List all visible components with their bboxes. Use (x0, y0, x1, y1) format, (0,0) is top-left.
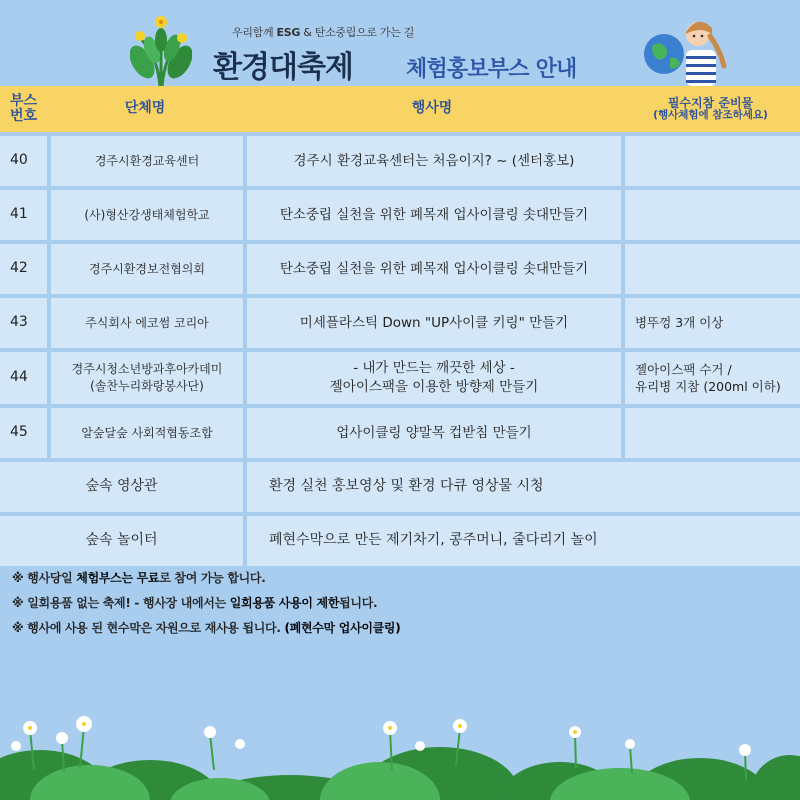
event-name: 업사이클링 양말목 컵받침 만들기 (243, 408, 621, 458)
organization-name: 경주시환경보전협의회 (47, 244, 243, 294)
required-items (621, 190, 800, 240)
booth-number: 42 (0, 244, 47, 294)
page-title: 환경대축제 (213, 50, 353, 85)
table-row (0, 404, 800, 458)
column-header-booth-number: 부스 번호 (9, 92, 38, 124)
header-subtitle: 우리함께 ESG & 탄소중립으로 가는 길 (232, 26, 415, 39)
booth-number: 40 (0, 136, 47, 186)
booth-number: 43 (0, 298, 47, 348)
required-items: 젤아이스팩 수거 / 유리병 지참 (200ml 이하) (621, 352, 800, 404)
poster-header (0, 0, 800, 86)
required-items: 병뚜껑 3개 이상 (621, 298, 800, 348)
booth-number: 44 (0, 352, 47, 404)
column-header-event: 행사명 (411, 100, 453, 117)
table-row (0, 132, 800, 186)
organization-name: (사)형산강생태체험학교 (47, 190, 243, 240)
table-row (0, 186, 800, 240)
column-header-organization: 단체명 (124, 100, 166, 117)
table-header-row (0, 86, 800, 132)
table-row (0, 240, 800, 294)
notice-banner-reuse: ※ 행사에 사용 된 현수막은 자원으로 재사용 됩니다. (폐현수막 업사이클링) (12, 621, 401, 635)
booth-number: 41 (0, 190, 47, 240)
organization-name: 주식회사 에코썸 코리아 (47, 298, 243, 348)
booth-table (0, 86, 800, 566)
required-items (621, 408, 800, 458)
table-row-forest-playground (0, 512, 800, 566)
event-name: 탄소중립 실천을 위한 폐목재 업사이클링 솟대만들기 (243, 190, 621, 240)
program-name: 숲속 놀이터 (0, 516, 243, 566)
table-row-forest-cinema (0, 458, 800, 512)
notice-no-disposables: ※ 일회용품 없는 축제! - 행사장 내에서는 일회용품 사용이 제한됩니다. (12, 596, 378, 610)
event-name: 경주시 환경교육센터는 처음이지? ~ (센터홍보) (243, 136, 621, 186)
organization-name: 경주시청소년방과후아카데미 (솔찬누리화랑봉사단) (47, 352, 243, 404)
notice-list (12, 566, 792, 641)
required-items (621, 244, 800, 294)
booth-number: 45 (0, 408, 47, 458)
required-items (621, 136, 800, 186)
girl-holding-globe-icon (636, 10, 732, 86)
event-name: 탄소중립 실천을 위한 폐목재 업사이클링 솟대만들기 (243, 244, 621, 294)
organization-name: 알숲달숲 사회적협동조합 (47, 408, 243, 458)
event-name: 미세플라스틱 Down "UP사이클 키링" 만들기 (243, 298, 621, 348)
program-description: 환경 실천 홍보영상 및 환경 다큐 영상물 시청 (243, 462, 800, 512)
column-header-required-items: 필수지참 준비물 (행사체험에 참조하세요) (653, 95, 768, 121)
program-description: 폐현수막으로 만든 제기차기, 콩주머니, 줄다리기 놀이 (243, 516, 800, 566)
event-name: - 내가 만드는 깨끗한 세상 - 젤아이스팩을 이용한 방향제 만들기 (243, 352, 621, 404)
table-row (0, 348, 800, 404)
bush-flowers-icon (0, 700, 800, 800)
page-subtitle: 체험홍보부스 안내 (406, 57, 577, 82)
organization-name: 경주시환경교육센터 (47, 136, 243, 186)
program-name: 숲속 영상관 (0, 462, 243, 512)
plant-flower-icon (130, 10, 192, 86)
notice-free-booth: ※ 행사당일 체험부스는 무료로 참여 가능 합니다. (12, 571, 266, 585)
table-row (0, 294, 800, 348)
